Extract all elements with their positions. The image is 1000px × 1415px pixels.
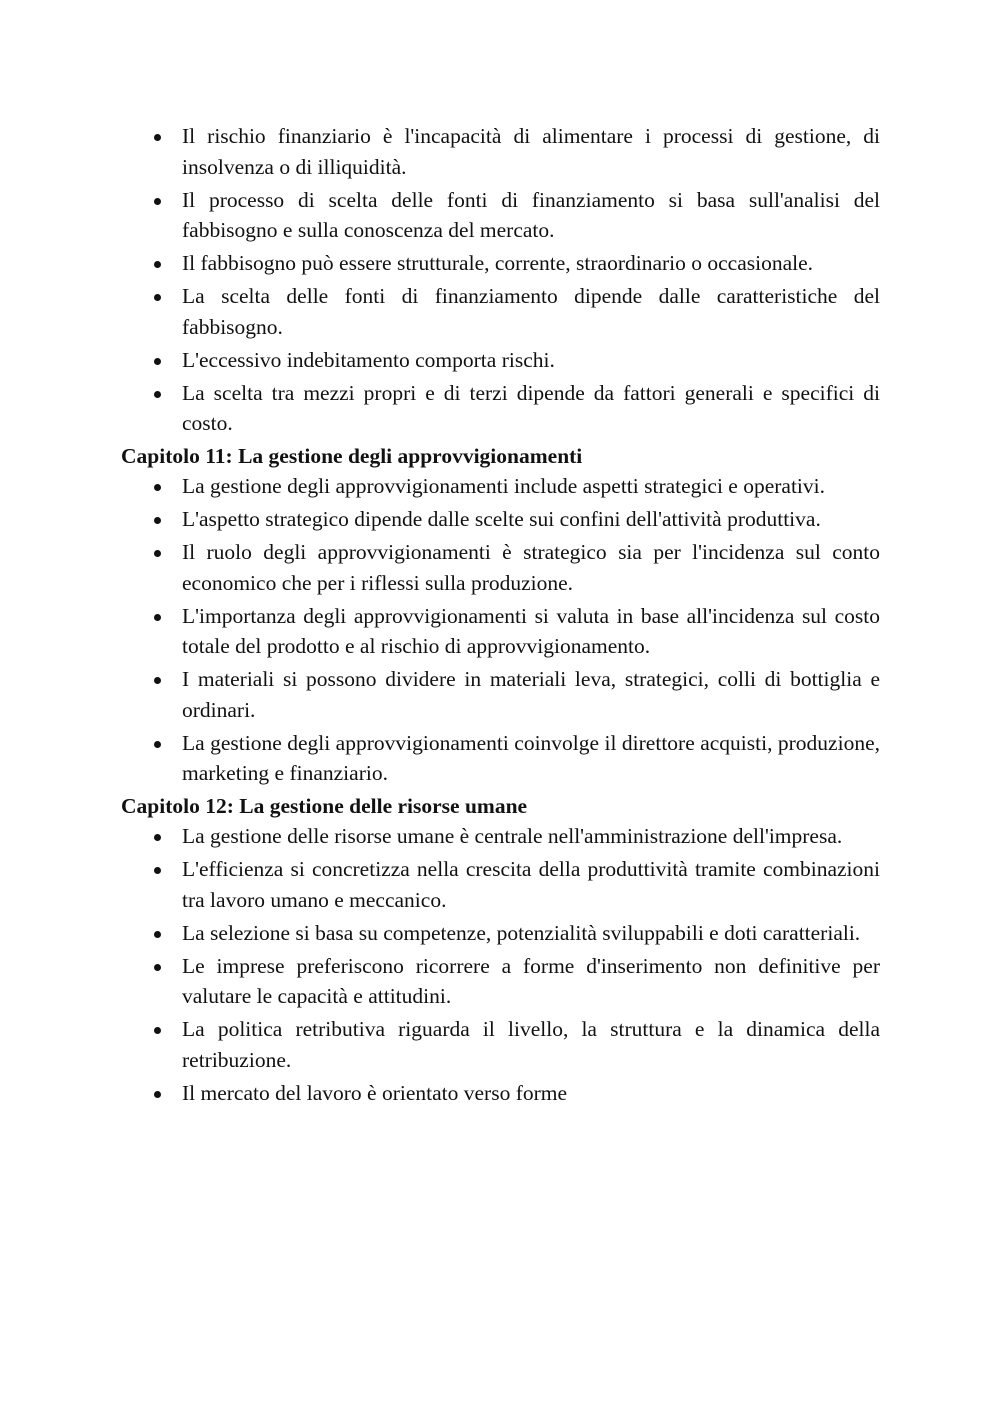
list-item	[121, 345, 880, 376]
list-item-text: La gestione degli approvvigionamenti coinvolge il direttore acquisti, produzione, marketing e finanziario.	[182, 730, 880, 785]
bullet-icon	[154, 741, 161, 748]
bullet-icon	[154, 517, 161, 524]
list-item-text: Il ruolo degli approvvigionamenti è strategico sia per l'incidenza sul conto economico che per i riflessi sulla produzione.	[182, 540, 880, 595]
list-item	[121, 378, 880, 439]
list-item-text: La gestione degli approvvigionamenti include aspetti strategici e operativi.	[182, 474, 826, 498]
chapter-12-heading: Capitolo 12: La gestione delle risorse umane	[121, 794, 528, 818]
list-item-text: L'aspetto strategico dipende dalle scelte sui confini dell'attività produttiva.	[182, 507, 821, 531]
bullet-icon	[154, 1027, 161, 1034]
list-item	[121, 918, 880, 949]
list-item	[121, 185, 880, 246]
chapter-12-bullet-list	[121, 821, 880, 1108]
list-item	[121, 537, 880, 598]
list-item	[121, 1014, 880, 1075]
list-item	[121, 121, 880, 182]
list-item	[121, 854, 880, 915]
list-item-text: Le imprese preferiscono ricorrere a forme d'inserimento non definitive per valutare le capacità e attitudini.	[182, 953, 880, 1008]
bullet-icon	[154, 261, 161, 268]
list-item-text: I materiali si possono dividere in materiali leva, strategici, colli di bottiglia e ordinari.	[182, 667, 880, 722]
bullet-icon	[154, 358, 161, 365]
list-item-text: Il rischio finanziario è l'incapacità di alimentare i processi di gestione, di insolvenza o di illiquidità.	[182, 124, 880, 179]
intro-bullet-list	[121, 121, 880, 439]
bullet-icon	[154, 1091, 161, 1098]
list-item	[121, 504, 880, 535]
bullet-icon	[154, 931, 161, 938]
bullet-icon	[154, 867, 161, 874]
bullet-icon	[154, 614, 161, 621]
list-item-text: L'efficienza si concretizza nella crescita della produttività tramite combinazioni tra lavoro umano e meccanico.	[182, 857, 880, 912]
list-item	[121, 281, 880, 342]
list-item-text: L'importanza degli approvvigionamenti si valuta in base all'incidenza sul costo totale del prodotto e al rischio di approvvigionamento.	[182, 603, 880, 658]
list-item-text: Il fabbisogno può essere strutturale, corrente, straordinario o occasionale.	[182, 251, 814, 275]
bullet-icon	[154, 134, 161, 141]
list-item	[121, 601, 880, 662]
list-item-text: La gestione delle risorse umane è centrale nell'amministrazione dell'impresa.	[182, 824, 843, 848]
list-item	[121, 1078, 880, 1109]
list-item-text: La scelta delle fonti di finanziamento dipende dalle caratteristiche del fabbisogno.	[182, 284, 880, 339]
list-item-text: La scelta tra mezzi propri e di terzi dipende da fattori generali e specifici di costo.	[182, 380, 880, 435]
bullet-icon	[154, 484, 161, 491]
list-item-text: Il processo di scelta delle fonti di finanziamento si basa sull'analisi del fabbisogno e sulla conoscenza del mercato.	[182, 187, 880, 242]
bullet-icon	[154, 198, 161, 205]
bullet-icon	[154, 834, 161, 841]
list-item	[121, 471, 880, 502]
chapter-11-bullet-list	[121, 471, 880, 789]
page-content	[121, 121, 880, 1111]
list-item	[121, 664, 880, 725]
chapter-11-heading: Capitolo 11: La gestione degli approvvigionamenti	[121, 444, 583, 468]
list-item-text: La selezione si basa su competenze, potenzialità sviluppabili e doti caratteriali.	[182, 920, 861, 945]
list-item-text: Il mercato del lavoro è orientato verso forme	[182, 1080, 568, 1105]
bullet-icon	[154, 391, 161, 398]
list-item-text: L'eccessivo indebitamento comporta rischi.	[182, 347, 555, 372]
bullet-icon	[154, 294, 161, 301]
list-item	[121, 248, 880, 279]
bullet-icon	[154, 677, 161, 684]
list-item	[121, 951, 880, 1012]
list-item	[121, 728, 880, 789]
bullet-icon	[154, 964, 161, 971]
list-item-text: La politica retributiva riguarda il livello, la struttura e la dinamica della retribuzione.	[182, 1017, 880, 1072]
list-item	[121, 821, 880, 852]
bullet-icon	[154, 550, 161, 557]
